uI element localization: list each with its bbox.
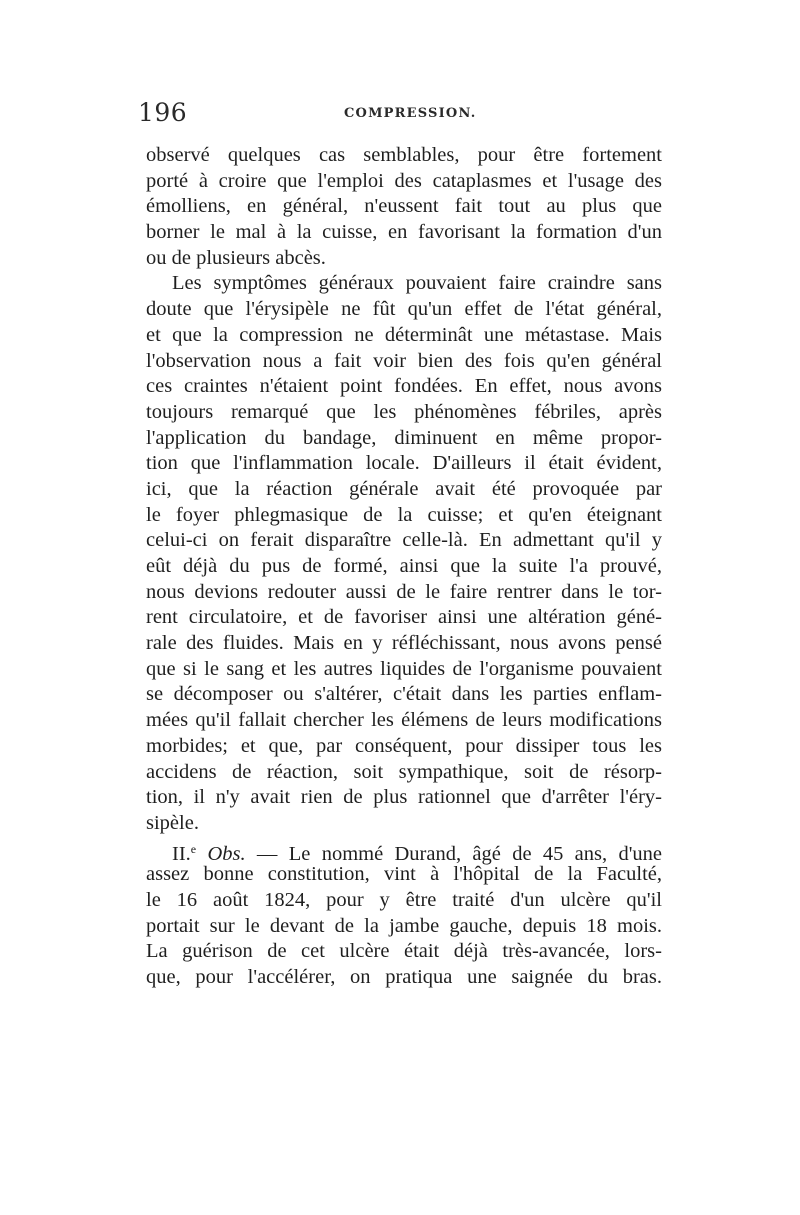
text-line: ici, que la réaction générale avait été provoquée par bbox=[146, 477, 662, 500]
body-text bbox=[146, 143, 662, 991]
text-line: accidens de réaction, soit sympathique, soit de résorp- bbox=[146, 760, 662, 783]
text-line: eût déjà du pus de formé, ainsi que la suite l'a prouvé, bbox=[146, 555, 662, 577]
text-line: tion, il n'y avait rien de plus rationnel que d'arrêter l'éry- bbox=[146, 786, 662, 809]
text-line: sipèle. bbox=[146, 811, 199, 834]
text-line: morbides; et que, par conséquent, pour dissiper tous les bbox=[146, 734, 662, 757]
text-line: toujours remarqué que les phénomènes fébriles, après bbox=[146, 400, 662, 423]
observation-first-line-text: — Le nommé Durand, âgé de 45 ans, d'une bbox=[245, 842, 662, 865]
text-line: que si le sang et les autres liquides de l'organisme pouvaient bbox=[146, 657, 662, 680]
observation-number: II. bbox=[172, 842, 191, 865]
text-line: borner le mal à la cuisse, en favorisant la formation d'un bbox=[146, 221, 662, 244]
text-line: l'application du bandage, diminuent en même propor- bbox=[146, 426, 662, 449]
text-line: que, pour l'accélérer, on pratiqua une saignée du bras. bbox=[146, 966, 662, 988]
text-line: mées qu'il fallait chercher les élémens de leurs modifications bbox=[146, 709, 662, 732]
text-line: nous devions redouter aussi de le faire rentrer dans le tor- bbox=[146, 580, 662, 603]
text-line: celui-ci on ferait disparaître celle-là. En admettant qu'il y bbox=[146, 529, 662, 552]
text-line: observé quelques cas semblables, pour être fortement bbox=[146, 144, 662, 166]
running-title: COMPRESSION. bbox=[344, 106, 477, 121]
text-line: ces craintes n'étaient point fondées. En effet, nous avons bbox=[146, 375, 662, 398]
text-line: le foyer phlegmasique de la cuisse; et qu'en éteignant bbox=[146, 503, 662, 526]
text-line: assez bonne constitution, vint à l'hôpital de la Faculté, bbox=[146, 863, 662, 886]
text-line: rale des fluides. Mais en y réfléchissant, nous avons pensé bbox=[146, 632, 662, 655]
observation-label: Obs. bbox=[207, 842, 246, 865]
text-line: se décomposer ou s'altérer, c'était dans les parties enflam- bbox=[146, 683, 662, 706]
text-line: Les symptômes généraux pouvaient faire craindre sans bbox=[172, 272, 662, 295]
observation-heading-line bbox=[146, 837, 662, 863]
text-line: tion que l'inflammation locale. D'ailleurs il était évident, bbox=[146, 452, 662, 475]
text-line: doute que l'érysipèle ne fût qu'un effet de l'état général, bbox=[146, 298, 662, 321]
text-line: le 16 août 1824, pour y être traité d'un ulcère qu'il bbox=[146, 888, 662, 911]
text-line: émolliens, en général, n'eussent fait tout au plus que bbox=[146, 195, 662, 218]
text-line: porté à croire que l'emploi des cataplasmes et l'usage des bbox=[146, 169, 662, 192]
text-line: La guérison de cet ulcère était déjà très-avancée, lors- bbox=[146, 940, 662, 963]
text-line: l'observation nous a fait voir bien des fois qu'en général bbox=[146, 349, 662, 372]
observation-ordinal-suffix: e bbox=[190, 841, 197, 856]
page-header bbox=[138, 98, 662, 134]
text-line: portait sur le devant de la jambe gauche, depuis 18 mois. bbox=[146, 914, 662, 937]
text-line: rent circulatoire, et de favoriser ainsi une altération géné- bbox=[146, 606, 662, 629]
page-number: 196 bbox=[138, 98, 188, 127]
text-line: ou de plusieurs abcès. bbox=[146, 246, 326, 269]
text-line: et que la compression ne déterminât une métastase. Mais bbox=[146, 323, 662, 346]
